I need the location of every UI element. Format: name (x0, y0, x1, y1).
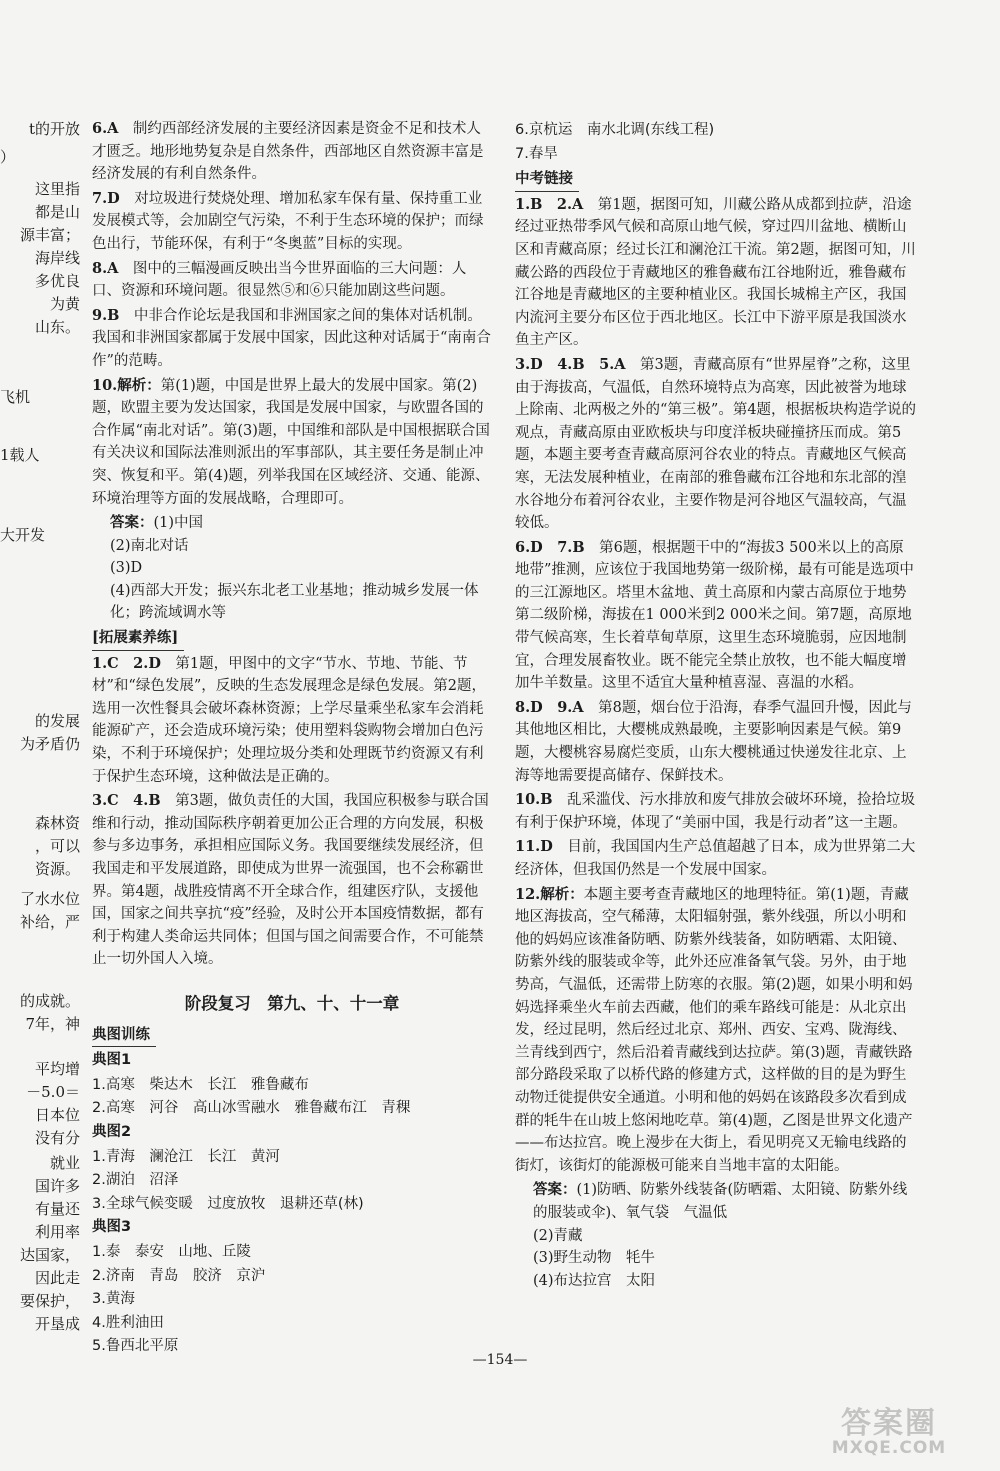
typical-figure-row: 3.黄海 (92, 1291, 135, 1308)
watermark-domain: MXQE.COM (831, 1438, 947, 1458)
stage-review-title: 阶段复习 第九、十、十一章 (184, 993, 400, 1013)
left-fragment: －5.0＝ (26, 1083, 80, 1101)
left-fragment: 7年，神 (25, 1015, 80, 1033)
section-title-exam-link: 中考链接 (515, 168, 579, 192)
answer-line: (4)布达拉宫 太阳 (533, 1272, 656, 1289)
answer-line: 6.京杭运 南水北调(东线工程) (515, 122, 715, 138)
typical-figure-row: 2.济南 青岛 胶济 京沪 (92, 1267, 266, 1284)
left-fragment: 补给，严 (19, 913, 80, 931)
exam-question: 3.D 4.B 5.A 第3题，青藏高原有“世界屋脊”之称，这里由于海拔高，气温低，自然环境特点为高寒，因此被誉为地球上除南、北两极之外的“第三极”。第4题，根据板块构造学说的观点，青藏高原由亚欧板块与印度洋板块碰撞挤压而成。第5题，本题主要考查青藏高原河谷农业的特点。青藏地区气候高寒，无法发展种植业，在南部的雅鲁藏布江谷地和东北部的湟水谷地分布着河谷农业，主要作物是河谷地区气温较高，气温较低。 (515, 355, 917, 532)
left-fragment: 多优良 (34, 272, 80, 290)
exam-question: 12.解析：本题主要考查青藏地区的地理特征。第(1)题，青藏地区海拔高，空气稀薄，太阳辐射强，紫外线强，所以小明和他的妈妈应该准备防晒、防紫外线装备，如防晒霜、太阳镜、防紫外线的服装或伞等，此外还应准备氧气袋。另外，由于地势高，气温低，还需带上防寒的衣服。第(2)题，如果小明和妈妈选择乘坐火车前去西藏，他们的乘车路线可能是：从北京出发，经过昆明，然后经过北京、郑州、西安、宝鸡、陇海线、兰青线到西宁，然后沿着青藏线到达拉萨。第(3)题，青藏铁路部分路段采取了以桥代路的修建方式，这样做的目的是为野生动物迁徙提供安全通道。小明和他的妈妈在该路段多次看到成群的牦牛在山坡上悠闲地吃草。第(4)题，乙图是世界文化遗产——布达拉宫。晚上漫步在大街上，看见明亮又无输电线路的街灯，该街灯的能源极可能来自当地丰富的太阳能。 (515, 885, 913, 1174)
extension-question: 3.C 4.B 第3题，做负责任的大国，我国应积极参与联合国维和行动，推动国际秩序朝着更加公正合理的方向发展，积极参与多边事务，承担相应国际义务。我国要继续发展经济，但我国走和平发展道路，即使成为世界一流强国，也不会称霸世界。第4题，战胜疫情离不开全球合作，组建医疗队，支援他国，国家之间共享抗“疫”经验，及时公开本国疫情数据，都有利于构建人类命运共同体；但国与国之间需要合作，不可能禁止一切外国人入境。 (92, 792, 489, 968)
left-fragment: 资源。 (34, 860, 80, 878)
left-fragment: 大开发 (0, 526, 46, 544)
left-fragment: 国许多 (34, 1177, 80, 1195)
left-fragment: 都是山 (34, 203, 80, 221)
left-fragment: 的发展 (34, 712, 80, 730)
answer-line: (3)野生动物 牦牛 (533, 1250, 656, 1267)
left-column-fragment (0, 118, 82, 1348)
exam-question: 6.D 7.B 第6题，根据题干中的“海拔3 500米以上的高原地带”推测，应该位于我国地势第一级阶梯，最有可能是选项中的三江源地区。塔里木盆地、黄土高原和内蒙古高原位于地势第二级阶梯，海拔在1 000米到2 000米之间。第7题，高原地带气候高寒，生长着草甸草原，这里生态环境脆弱，应因地制宜，合理发展畜牧业。既不能完全禁止放牧，也不能大幅度增加牛羊数量。这里不适宜大量种植喜湿、喜温的水稻。 (515, 538, 914, 692)
left-fragment: ，可以 (34, 837, 80, 855)
answer-line: 7.春旱 (515, 145, 558, 162)
typical-figure-row: 1.青海 澜沧江 长江 黄河 (92, 1148, 280, 1165)
left-fragment: 平均增 (34, 1060, 80, 1078)
watermark-logo (796, 1398, 982, 1462)
typical-figure-row: 5.鲁西北平原 (92, 1338, 179, 1355)
answer-block: 答案：(1)防晒、防紫外线装备(防晒霜、太阳镜、防紫外线的服装或伞)、氧气袋 气温低 (533, 1181, 908, 1221)
left-fragment: 日本位 (34, 1106, 80, 1124)
typical-figure-row: 2.高寒 河谷 高山冰雪融水 雅鲁藏布江 青稞 (92, 1100, 411, 1117)
left-fragment: 了水水位 (19, 890, 80, 908)
extension-question: 1.C 2.D 第1题，甲图中的文字“节水、节地、节能、节材”和“绿色发展”，反映的生态发展理念是绿色发展。第2题，选用一次性餐具会破坏森林资源；上学尽量乘坐私家车会消耗能源矿产，还会造成环境污染；使用塑料袋购物会增加白色污染，不利于环境保护；处理垃圾分类和处理既节约资源又有利于保护生态环境，这种做法是正确的。 (92, 654, 486, 785)
question-10: 10.解析：第(1)题，中国是世界上最大的发展中国家。第(2)题，欧盟主要为发达国家，我国是发展中国家，与欧盟各国的合作属“南北对话”。第(3)题，中国维和部队是中国根据联合国有关决议和国际法准则派出的军事部队，其主要任务是制止冲突、恢复和平。第(4)题，列举我国在区域经济、交通、能源、环境治理等方面的发展战略，合理即可。 (92, 376, 490, 507)
left-fragment: t的开放 (28, 120, 80, 138)
question-9: 9.B 中非合作论坛是我国和非洲国家之间的集体对话机制。我国和非洲国家都属于发展中国家，因此这种对话属于“南南合作”的范畴。 (92, 306, 491, 369)
left-fragment: 有量还 (34, 1200, 80, 1218)
left-fragment: 达国家， (19, 1246, 80, 1264)
left-fragment: 没有分 (34, 1129, 80, 1147)
answer-line: (2)青藏 (533, 1227, 583, 1244)
exam-question: 10.B 乱采滥伐、污水排放和废气排放会破坏环境，捡拾垃圾有利于保护环境，体现了“美丽中国，我是行动者”这一主题。 (515, 791, 915, 831)
right-column (515, 118, 917, 1292)
left-fragment: 利用率 (34, 1223, 80, 1241)
question-7: 7.D 对垃圾进行焚烧处理、增加私家车保有量、保持重工业发展模式等，会加剧空气污染，不利于生态环境的保护；而绿色出行，节能环保，有利于“冬奥蓝”目标的实现。 (92, 189, 484, 252)
left-fragment: 森林资 (34, 814, 80, 832)
typical-figure-title: 典图2 (92, 1123, 132, 1140)
typical-figure-row: 3.全球气候变暖 过度放牧 退耕还草(林) (92, 1195, 364, 1212)
left-fragment: 开垦成 (34, 1315, 80, 1333)
left-fragment: 就业 (49, 1154, 80, 1172)
middle-column (92, 118, 492, 1359)
left-fragment: 山东。 (34, 318, 80, 336)
left-fragment: ） (0, 148, 16, 166)
typical-figure-row: 2.湖泊 沼泽 (92, 1172, 179, 1189)
section-title-extension: [拓展素养练] (92, 627, 184, 651)
answer-line: (2)南北对话 (110, 537, 189, 554)
left-fragment: 为矛盾仍 (19, 735, 80, 753)
exam-question: 1.B 2.A 第1题，据图可知，川藏公路从成都到拉萨，沿途经过亚热带季风气候和高原山地气候，穿过四川盆地、横断山区和青藏高原；经过长江和澜沧江干流。第2题，据图可知，川藏公路的西段位于青藏地区的雅鲁藏布江谷地附近，雅鲁藏布江谷地是青藏地区的主要种植业区。我国长城棉主产区，我国内流河主要分布区位于西北地区。长江中下游平原是我国淡水鱼主产区。 (515, 195, 916, 349)
answer-line: (4)西部大开发；振兴东北老工业基地；推动城乡发展一体化；跨流域调水等 (110, 582, 479, 622)
left-fragment: 1载人 (0, 446, 40, 464)
typical-figure-row: 1.高寒 柴达木 长江 雅鲁藏布 (92, 1076, 309, 1093)
typical-figure-title: 典图1 (92, 1052, 132, 1069)
typical-figure-row: 4.胜利油田 (92, 1314, 164, 1331)
typical-figure-title: 典图3 (92, 1219, 132, 1236)
page-number: —154— (472, 1352, 528, 1368)
typical-figure-row: 1.泰 泰安 山地、丘陵 (92, 1243, 251, 1260)
left-fragment: 飞机 (0, 388, 31, 406)
answer-line: (3)D (110, 560, 143, 577)
left-fragment: 源丰富； (19, 226, 80, 244)
left-fragment: 海岸线 (34, 249, 80, 267)
exam-question: 8.D 9.A 第8题，烟台位于沿海，春季气温回升慢，因此与其他地区相比，大樱桃成熟最晚，主要影响因素是气候。第9题，大樱桃容易腐烂变质，山东大樱桃通过快递发往北京、上海等地需要提高储存、保鲜技术。 (515, 698, 912, 784)
question-8: 8.A 图中的三幅漫画反映出当今世界面临的三大问题：人口、资源和环境问题。很显然⑤和⑥只能加剧这些问题。 (92, 259, 467, 300)
left-fragment: 这里指 (34, 180, 80, 198)
question-6: 6.A 制约西部经济发展的主要经济因素是资金不足和技术人才匮乏。地形地势复杂是自然条件，西部地区自然资源丰富是经济发展的有利自然条件。 (92, 120, 484, 183)
watermark-text: 答案圈 (841, 1406, 937, 1441)
answer-block: 答案：(1)中国 (110, 514, 204, 532)
left-fragment: 的成就。 (19, 992, 80, 1010)
left-fragment: 因此走 (34, 1269, 80, 1287)
typical-figure-label: 典图训练 (92, 1024, 156, 1048)
exam-question: 11.D 目前，我国国内生产总值超越了日本，成为世界第二大经济体，但我国仍然是一个发展中国家。 (515, 838, 916, 878)
left-fragment: 要保护， (19, 1292, 80, 1310)
left-fragment: 为黄 (49, 295, 80, 313)
